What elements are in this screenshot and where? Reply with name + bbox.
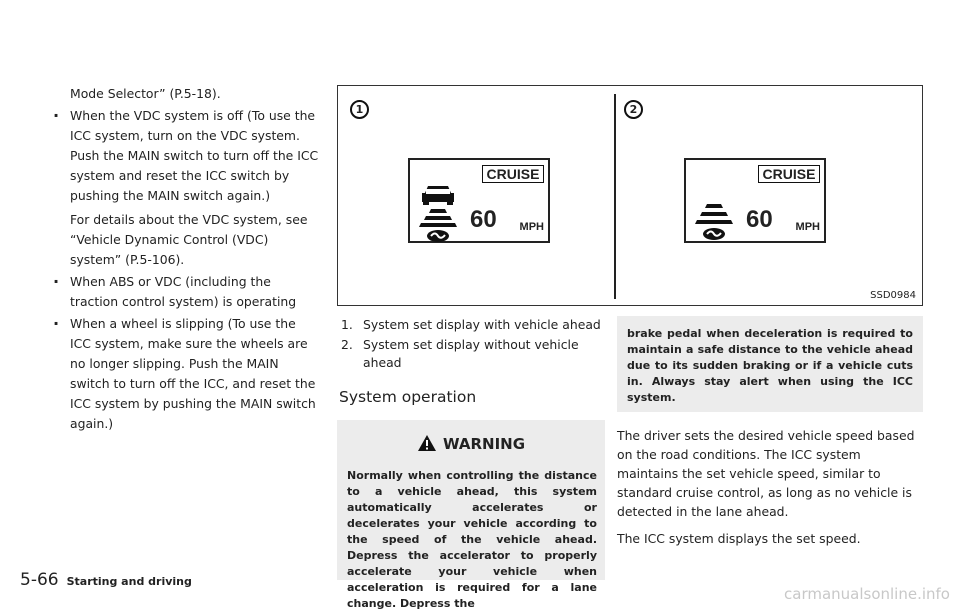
bullet-text: . When the VDC system is off (To use the ICC system, turn on the VDC system. Push the MAIN switch to turn off the ICC system and reset the ICC switch by pushing the MAIN switch again.) xyxy=(70,108,319,203)
warning-triangle-icon xyxy=(417,434,437,452)
bullet-text: . When ABS or VDC (including the traction control system) is operating xyxy=(70,274,297,309)
continuation-text: Mode Selector” (P.5-18). xyxy=(70,86,221,101)
paragraph: The ICC system displays the set speed. xyxy=(617,531,861,546)
caption-1 xyxy=(337,316,607,334)
bullet-subtext: For details about the VDC system, see “Vehicle Dynamic Control (VDC) system” (P.5-106). xyxy=(70,212,308,267)
bullet-wheel-slipping xyxy=(52,314,320,434)
middle-column xyxy=(337,316,607,610)
set-speed-value: 60 xyxy=(470,206,497,233)
warning-box xyxy=(337,420,605,610)
paragraph: The driver sets the desired vehicle speed based on the road conditions. The ICC system maintains the set vehicle speed, similar to standard cruise control, as long as no vehicle is detected in the lane ahead. xyxy=(617,428,915,519)
figure-code: SSD0984 xyxy=(870,290,916,301)
speed-unit: MPH xyxy=(519,221,544,233)
page-footer xyxy=(20,570,192,590)
right-column xyxy=(617,316,923,548)
vehicle-ahead-distance-icon xyxy=(414,178,462,244)
display-panel-1 xyxy=(408,158,550,243)
bullet-text: . When a wheel is slipping (To use the ICC system, make sure the wheels are no longer slipping. Push the MAIN switch to turn off the ICC, and reset the ICC system by pushing the MAIN switch again.) xyxy=(70,316,316,431)
set-speed-value: 60 xyxy=(746,206,773,233)
caption-2 xyxy=(337,336,607,372)
warning-box-continued xyxy=(617,316,923,412)
section-heading: System operation xyxy=(339,388,477,406)
warning-text: Normally when controlling the distance to a vehicle ahead, this system automatically accelerates or decelerates your vehicle according to the speed of the vehicle ahead. Depress the accelerator to properly accelerate your vehicle when acceleration is required for a lane change. Depress the xyxy=(347,469,597,610)
panel-marker-2: 2 xyxy=(624,100,643,119)
speed-unit: MPH xyxy=(795,221,820,233)
bullet-vdc-off xyxy=(52,106,320,206)
page-number: 5-66 xyxy=(20,570,59,590)
cruise-label: CRUISE xyxy=(482,165,544,183)
footer-section: Starting and driving xyxy=(66,575,192,588)
display-panel-2 xyxy=(684,158,826,243)
cruise-label: CRUISE xyxy=(758,165,820,183)
bullet-abs-vdc xyxy=(52,272,320,312)
caption-text: System set display without vehicle ahead xyxy=(363,337,579,370)
warning-text-continued: brake pedal when deceleration is required to maintain a safe distance to the vehicle ahead due to its sudden braking or if a vehicle cuts in. Always stay alert when using the ICC system. xyxy=(627,327,913,404)
figure-icc-display xyxy=(337,85,923,306)
caption-number: 1. xyxy=(341,317,353,332)
warning-title xyxy=(337,434,605,453)
caption-number: 2. xyxy=(341,337,353,352)
figure-divider xyxy=(614,94,616,299)
panel-marker-1: 1 xyxy=(350,100,369,119)
left-column xyxy=(52,84,320,434)
watermark: carmanualsonline.info xyxy=(784,585,950,603)
distance-bars-icon xyxy=(690,178,738,244)
warning-title-text: WARNING xyxy=(442,435,526,453)
caption-text: System set display with vehicle ahead xyxy=(363,317,601,332)
